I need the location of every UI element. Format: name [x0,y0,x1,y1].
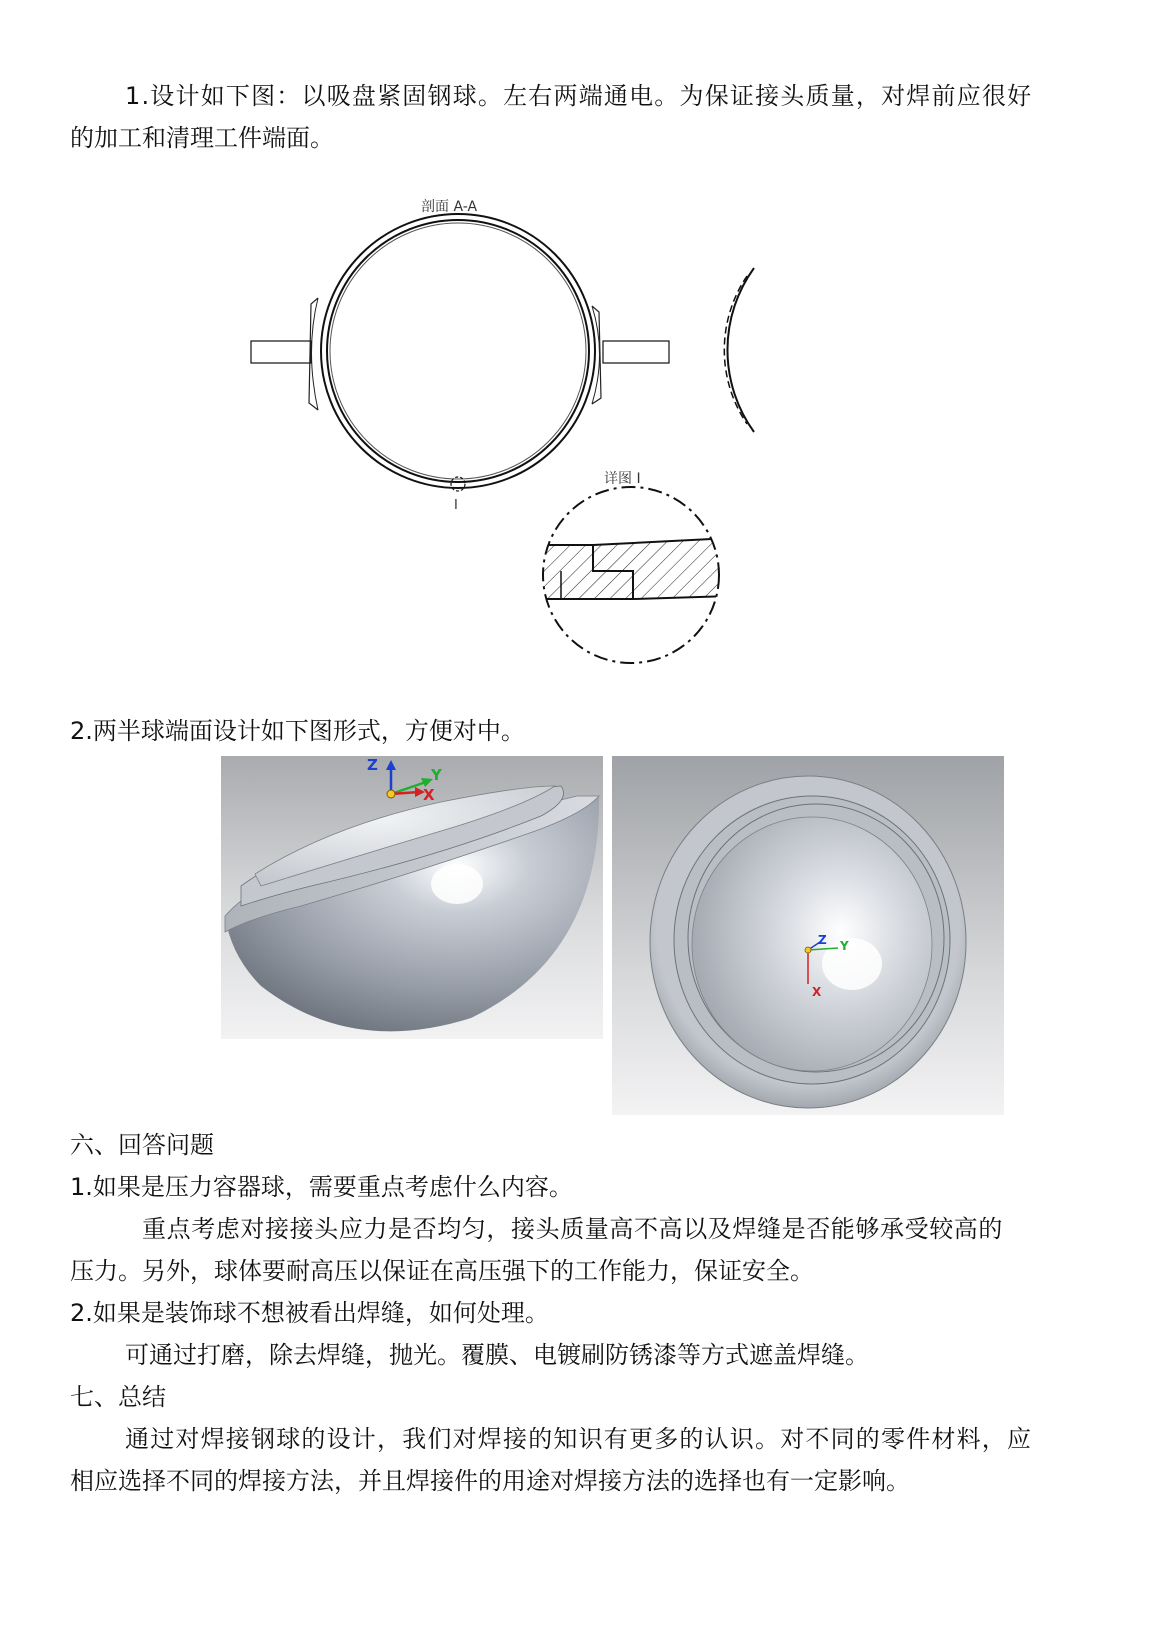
intro-line-1: 1.设计如下图：以吸盘紧固钢球。左右两端通电。为保证接头质量，对焊前应很好 [125,82,1033,110]
summary-line-1: 通过对焊接钢球的设计，我们对焊接的知识有更多的认识。对不同的零件材料，应 [125,1425,1033,1453]
hemisphere-top-view [612,756,1004,1115]
question-1: 1.如果是压力容器球，需要重点考虑什么内容。 [70,1173,573,1201]
axis-y-label: Y [431,766,442,784]
hemisphere-side-view [221,756,603,1039]
axis-z-label-top: Z [818,933,827,947]
summary-line-2: 相应选择不同的焊接方法，并且焊接件的用途对焊接方法的选择也有一定影响。 [70,1467,910,1495]
detail-view [531,475,731,675]
answer-1-line-1: 重点考虑对接接头应力是否均匀，接头质量高不高以及焊缝是否能够承受较高的 [142,1215,1003,1243]
axis-y-label-top: Y [840,939,849,953]
question-2: 2.如果是装饰球不想被看出焊缝，如何处理。 [70,1299,549,1327]
axis-z-label: Z [367,756,378,774]
detail-marker-label: I [454,498,458,513]
section-6-heading: 六、回答问题 [70,1131,214,1159]
axis-x-label-top: X [812,985,822,999]
section-7-heading: 七、总结 [70,1383,166,1411]
axis-x-label: X [423,786,435,804]
answer-1-line-2: 压力。另外，球体要耐高压以保证在高压强下的工作能力，保证安全。 [70,1257,814,1285]
answer-2: 可通过打磨，除去焊缝，抛光。覆膜、电镀刷防锈漆等方式遮盖焊缝。 [125,1341,869,1369]
detail-title: 详图 I [604,471,641,487]
point-2-text: 2.两半球端面设计如下图形式，方便对中。 [70,717,525,745]
section-label: 剖面 A-A [421,199,478,215]
intro-line-2: 的加工和清理工件端面。 [70,124,334,152]
